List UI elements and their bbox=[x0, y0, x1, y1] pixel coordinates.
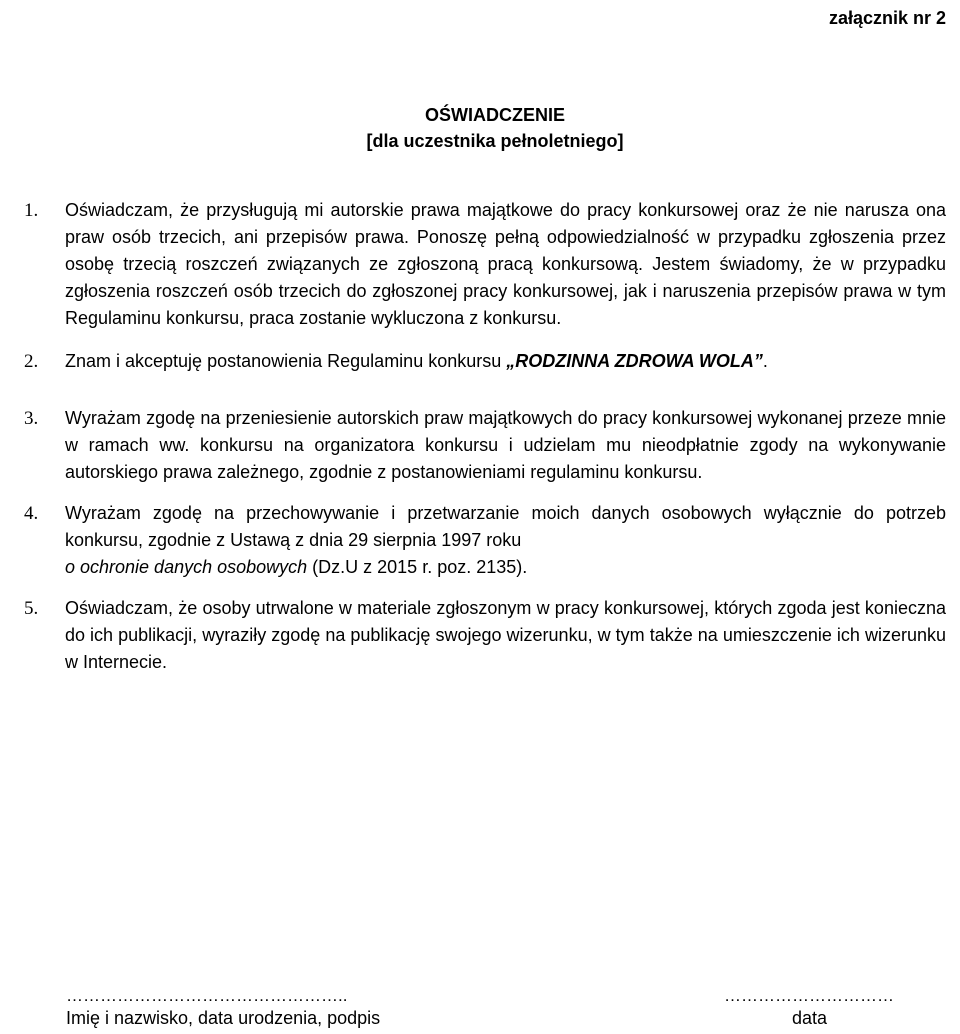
item-text bbox=[65, 348, 946, 375]
law-reference: (Dz.U z 2015 r. poz. 2135). bbox=[307, 557, 528, 577]
item-text bbox=[65, 500, 946, 581]
list-item bbox=[24, 348, 946, 375]
item-text-after: . bbox=[762, 351, 768, 371]
list-item bbox=[24, 405, 946, 486]
item-text-before: Znam i akceptuję postanowienia Regulaminu konkursu bbox=[65, 351, 507, 371]
item-text: Oświadczam, że przysługują mi autorskie prawa majątkowe do pracy konkursowej oraz że nie narusza ona praw osób trzecich, ani przepisów prawa. Ponoszę pełną odpowiedzialność w przypadku zgłoszenia przez osobę trzecią roszczeń związanych ze zgłoszoną pracą konkursową. Jestem świadomy, że w przypadku zgłoszenia roszczeń osób trzecich do zgłoszonej pracy konkursowej, jak i naruszenia przepisów prawa w tym Regulaminu konkursu, praca zostanie wykluczona z konkursu. bbox=[65, 200, 946, 328]
item-number: 4. bbox=[24, 503, 39, 524]
title-block bbox=[0, 102, 960, 154]
item-text-line1: Wyrażam zgodę na przechowywanie i przetwarzanie moich danych osobowych wyłącznie do potrzeb konkursu, zgodnie z Ustawą z dnia 29 sierpnia 1997 roku bbox=[65, 503, 946, 550]
item-number: 3. bbox=[24, 408, 39, 429]
list-item bbox=[24, 595, 946, 676]
document-title: OŚWIADCZENIE bbox=[424, 105, 565, 125]
signature-label-date: data bbox=[792, 1008, 828, 1028]
item-number: 5. bbox=[24, 598, 39, 619]
item-text: Wyrażam zgodę na przeniesienie autorskich praw majątkowych do pracy konkursowej wykonanej przeze mnie w ramach ww. konkursu na organizatora konkursu i udzielam mu nieodpłatnie zgody na wykonywanie autorskiego prawa zależnego, zgodnie z postanowieniami regulaminu konkursu. bbox=[65, 408, 946, 482]
document-subtitle: [dla uczestnika pełnoletniego] bbox=[366, 131, 624, 151]
item-number: 1. bbox=[24, 200, 39, 221]
signature-dots-left: ………………………………………….. bbox=[66, 986, 348, 1005]
list-item bbox=[24, 197, 946, 332]
signature-dots-right: ………………………… bbox=[724, 986, 894, 1005]
list-item bbox=[24, 500, 946, 581]
law-name: o ochronie danych osobowych bbox=[65, 557, 308, 577]
contest-name: „RODZINNA ZDROWA WOLA” bbox=[506, 351, 763, 371]
item-number: 2. bbox=[24, 351, 39, 372]
signature-label-name: Imię i nazwisko, data urodzenia, podpis bbox=[66, 1008, 381, 1028]
attachment-label: załącznik nr 2 bbox=[828, 8, 946, 28]
declaration-list bbox=[24, 197, 946, 676]
item-text: Oświadczam, że osoby utrwalone w materiale zgłoszonym w pracy konkursowej, których zgoda jest konieczna do ich publikacji, wyraziły zgodę na publikację swojego wizerunku, w tym także na umieszczenie ich wizerunku w Internecie. bbox=[65, 598, 946, 672]
